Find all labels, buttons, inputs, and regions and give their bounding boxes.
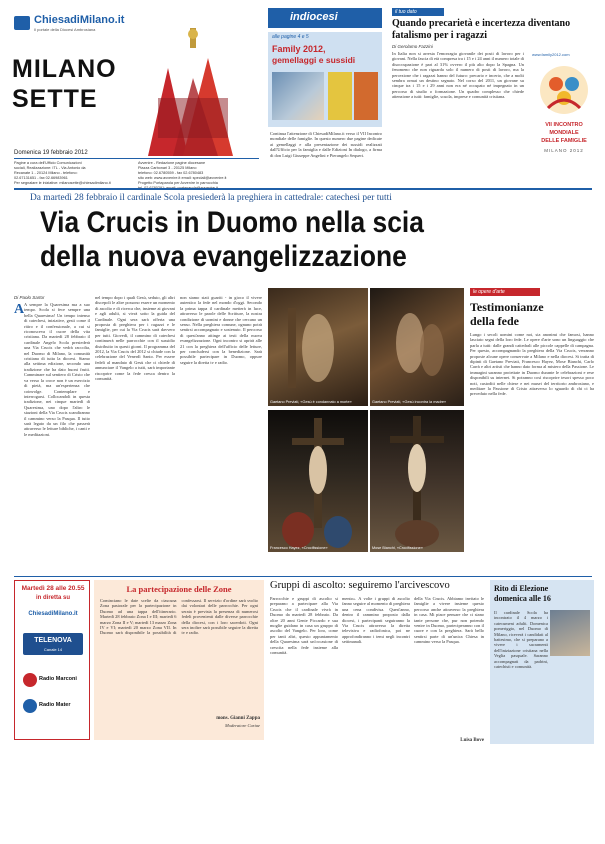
caption-mother: Gaetano Previati, «Gesù incontra la madre» [372,400,447,404]
family2012-line2: MONDIALE [549,130,579,136]
sidebar-title-2: della fede [470,314,519,328]
header-divider [14,158,259,159]
sidebar-title-1: Testimonianze [470,300,544,314]
participation-box [94,580,264,740]
sidebar-body: Lungo i secoli uomini come noi, sia anonimi che famosi, hanno lasciato segni della loro fede. Le opere d'arte sono un linguaggio che parla a tutti: dalle grandi cattedrali alle piccole cappelle di campagna. Per questo, accompagnando la preghiera della Via Crucis, verranno proposte alcune opere conservate a Milano e nella diocesi. Si tratta di dipinti di Gaetano Previati, Francesco Hayez, Mose Bianchi, Carlo Carrà e altri artisti che hanno dato forma al mistero della Passione. Le immagini saranno proiettate in Duomo durante le celebrazioni e rese disponibili su internet. Si potranno così riscoprire tesori spesso poco noti, custoditi nelle chiese e nei musei del territorio ambrosiano, e meditare la Passione di Cristo attraverso lo sguardo di chi ci ha preceduto nella fede. [470,332,594,397]
rito-box [490,580,594,744]
main-col1: A sempre la Quaresima ma a suo tempo. Scola si fece sempre una bella Quaresima! Un tempo intenso di catechesi, iniziative, gesti come il ritiro e il confessionale, a cui si riconosceva il cuore della vita cristiana. Da martedì 28 febbraio il cardinale Angelo Scola presiederà una Via Crucis che vedrà raccolta, nel Duomo di Milano, la comunità cristiana di tutta la diocesi. Siamo alla settima edizione, secondo una tradizione che ha dato buoni frutti. Camminare sul sentiero di Cristo che va verso la croce non è un esercizio di pietà, ma un'esperienza che coinvolge. Contemplare e interrogarsi. Collocandoli in questa tradizione, nei cinque martedì di Quaresima, uno dopo l'altro le stazioni della Via Crucis scandiranno il cammino verso la Pasqua. Il tutto sarà legato da un filo che passerà attraverso le letture bibliche, i canti e le meditazioni. [24,302,90,437]
family-booklet-1 [328,72,352,120]
painting-mother [370,288,464,406]
family2012-line1: VII INCONTRO [545,122,583,128]
dropcap: A [14,302,25,317]
family2012-line3: DELLE FAMIGLIE [541,138,587,144]
ad-line1: Martedì 28 alle 20.55 [21,585,85,592]
portal-name: ChiesadiMilano.it [34,14,125,26]
painting-bianchi [370,410,464,552]
ad-channel2: TELENOVA [34,637,72,644]
top-article-byline: Di Gerolamo Fazzini [392,44,433,49]
groups-signature: Luisa Bove [460,738,484,743]
main-overline: Da martedì 28 febbraio il cardinale Scola presiederà la preghiera in cattedrale: catechesi per tutti [30,193,392,203]
portal-tagline: Il portale della Diocesi Ambrosiana [34,27,96,32]
insert-label: alle pagine 4 e 5 [272,34,309,40]
top-article-kicker: il tuo dato [395,9,417,15]
issue-date: Domenica 19 febbraio 2012 [14,150,88,156]
rito-title-1: Rito di Elezione [494,584,549,593]
masthead [12,55,137,135]
groups-col3: della Via Crucis. Abbiamo invitato le famiglie a vivere insieme questo percorso anche attraverso la preghiera in casa. Mi piace pensare che ci siano tante persone che, pur non potendo venire in Duomo, parteciperanno con il cuore e con la preghiera. Sarà bello sentirsi parte di un'unica Chiesa in cammino verso la Pasqua. [414,596,484,645]
portal-logo-icon [14,16,30,30]
family-caption: Continua l'attenzione di ChiesadiMilano.it verso il VII Incontro mondiale delle famiglie. In questo numero due pagine dedicate ai gemellaggi e alla presentazione dei sussidi realizzati dall'Ufficio per la famiglia e dalle Edizioni In dialogo, a firma di don Luigi Giuseppe Angelini e Pierangelo Sequeri. [270,131,382,158]
main-col3: non siamo stati guariti - in gioco il vivere autentico la fede nel mondo d'oggi. Secondo la prima tappa il cardinale metterà in luce, attraverso le parole delle Scritture, la nostra condizione di uomini e donne che cercano un senso. Nella preghiera comune, ognuno potrà sentirsi accompagnato e sostenuto. Il percorso di quest'anno attinge ai testi della nuova evangelizzazione. Ogni incontro si aprirà alle 21 con la preghiera dell'ufficio delle letture, per concludersi con la benedizione. Sarà possibile partecipare in Duomo, oppure seguire la diretta tv e radio. [180,295,262,365]
groups-title: Gruppi di ascolto: seguiremo l'arcivescovo [270,580,450,591]
ad-channel2-sub: Canale 14 [43,647,63,652]
cathedral-image [138,28,248,156]
participation-body: Cominciano le date scelte da ciascuna Zona pastorale per la partecipazione in Duomo ad una tappa dell'itinerario. Martedì 28 febbraio Zona I e III; martedì 6 marzo Zona II e V; martedì 13 marzo Zona IV e VI; martedì 20 marzo Zona VII. In Duomo sarà disponibile la possibilità di confessarsi. Il servizio d'ordine sarà svolto dai volontari delle parrocchie. Per ogni serata è prevista la presenza di numerosi fedeli provenienti dalle diverse parrocchie della diocesi, con i loro sacerdoti. Ogni sera inoltre sarà possibile seguire la diretta tv e radio. [100,598,258,636]
main-byline: Di Paolo Sartor [14,295,45,300]
sidebar-kicker: le opere d'arte [473,289,505,295]
main-top-rule [14,188,592,190]
radio-mater-icon [23,699,37,713]
ad-line2: in diretta su [35,595,70,601]
rito-body: Il cardinale Scola ha incontrato il 4 marzo i catecumeni adulti. Domenica pomeriggio, nel Duomo di Milano, riceverà i candidati al battesimo, che si preparano a vivere i sacramenti dell'iniziazione cristiana nella Veglia pasquale. Saranno accompagnati da padrini, catechisti e comunità. [494,610,548,670]
family-photo [272,72,324,120]
main-col2: nel tempo dopo i quali Gesù, seduto, gli altri discepoli le altre possono essere un momento di ascolto e di ricerca che, insieme ai giovani e agli adulti, si vivrà sotto la guida del Cardinale. Ogni sera sarà offerta una proposta di preghiera per i ragazzi e le famiglie, per cui la Via Crucis sarà davvero per tutti. Giovedì, il cammino di catechesi continuerà nelle parrocchie con il sussidio distribuito in questi giorni. Il programma del 2012, la Via Crucis del 2012 si chiude con la celebrazione del Venerdì Santo. Per essere fedeli al mandato di Gesù che ci chiede di annunciare il Vangelo a tutti, sarà importante riscoprire come la fede cresca dentro la comunità. [95,295,175,382]
groups-col2: mento». A volte i gruppi di ascolto fanno seguire al momento di preghiera una cena condivisa. Quest'anno, dentro il cammino proposto dalla diocesi, i partecipanti seguiranno la Via Crucis attraverso la diretta televisiva e radiofonica, poi ne approfondiranno i temi negli incontri settimanali. [342,596,410,645]
painting-hayez [268,410,368,552]
ad-channel4: Radio Mater [39,702,71,708]
radio-marconi-icon [23,673,37,687]
bottom-top-rule [14,576,592,577]
insert-box [268,32,382,127]
masthead-milano: MILANO [12,55,117,83]
family2012-url: www.family2012.com [532,52,570,57]
participation-signature-role: Moderatore Curiae [225,723,260,728]
top-article-kicker-box [392,8,444,16]
family-booklet-2 [354,72,378,120]
ad-channel1: ChiesadiMilano.it [28,611,78,617]
groups-col1: Parrocchie e gruppi di ascolto si preparano a partecipare alla Via Crucis che il cardinale vivrà in Duomo da martedì 28 febbraio. Da oltre 20 anni Gente Piccardo e sua moglie guidano in casa un gruppo di ascolto del Vangelo. Per loro, come per tanti altri, questo appuntamento della Quaresima sarà un'occasione di crescita nella fede insieme alla comunità. [270,596,338,656]
info-right: Avvenire - Redazione pagine diocesane Piazza Carbonari 3 - 20125 Milano telefono: 02.6780559 - fax 02.6780483 sito web: www.avvenire.it email: speciali@avvenire.it Progetto Portaparola per Avvenire in parrocchia [138,161,227,185]
family-title-2: gemellaggi e sussidi [272,55,356,65]
painting-condemned [268,288,368,406]
indiocesi-banner [268,8,382,28]
ad-channel3: Radio Marconi [39,676,77,682]
caption-condemned: Gaetano Previati, «Gesù è condannato a morte» [270,400,352,404]
participation-signature-name: mons. Gianni Zappa [216,716,260,721]
family-logo-icon [536,62,592,118]
info-left: Pagine a cura dell'Ufficio Comunicazioni sociali, Realizzazione: ITL - Via Antonio da Recanate 1 - 20124 Milano - telefono: 02.67131651 - fax 02.66983961 Per segnalare le iniziative: milanosette@chiesadimilano.it [14,161,111,185]
caption-hayez: Francesco Hayez, «Crocifissione» [270,546,328,550]
family2012-line4: MILANO 2012 [544,148,584,153]
indiocesi-label: indiocesi [290,11,338,23]
main-headline-2: della nuova evangelizzazione [40,240,407,273]
masthead-sette: SETTE [12,85,98,113]
rito-photo [550,610,590,656]
participation-title: La partecipazione delle Zone [126,584,232,594]
family2012-logo [528,52,600,164]
top-article-title: Quando precarietà e incertezza diventano fatalismo per i ragazzi [392,18,571,41]
rito-title-2: domenica alle 16 [494,594,551,603]
top-article-body: In Italia non si arresta l'emorragia giovanile dei posti di lavoro per i giovani. Nella fascia di età compresa tra i 15 e i 24 anni il numero totale di disoccupazione è pari al 31% ovvero il più alto dopo la Spagna. Un fenomeno che non riguarda solo il numero di posti di lavoro, ma la percezione che i ragazzi hanno del futuro: precario e incerto, che a molti sembra ormai un destino segnato. Nel corso del 2011, un giovane su cinque tra i 15 e i 29 anni non era né occupato né impegnato in un percorso di studio o formazione. Un quadro complesso che chiede attenzione a tutti: famiglie, scuola, imprese e comunità cristiana. [392,51,524,100]
broadcast-ad [14,580,90,740]
sidebar-kicker-box [470,288,540,296]
caption-bianchi: Mose Bianchi, «Crocifissione» [372,546,423,550]
family-title-1: Family 2012, [272,44,326,54]
main-headline-1: Via Crucis in Duomo nella scia [40,206,424,239]
